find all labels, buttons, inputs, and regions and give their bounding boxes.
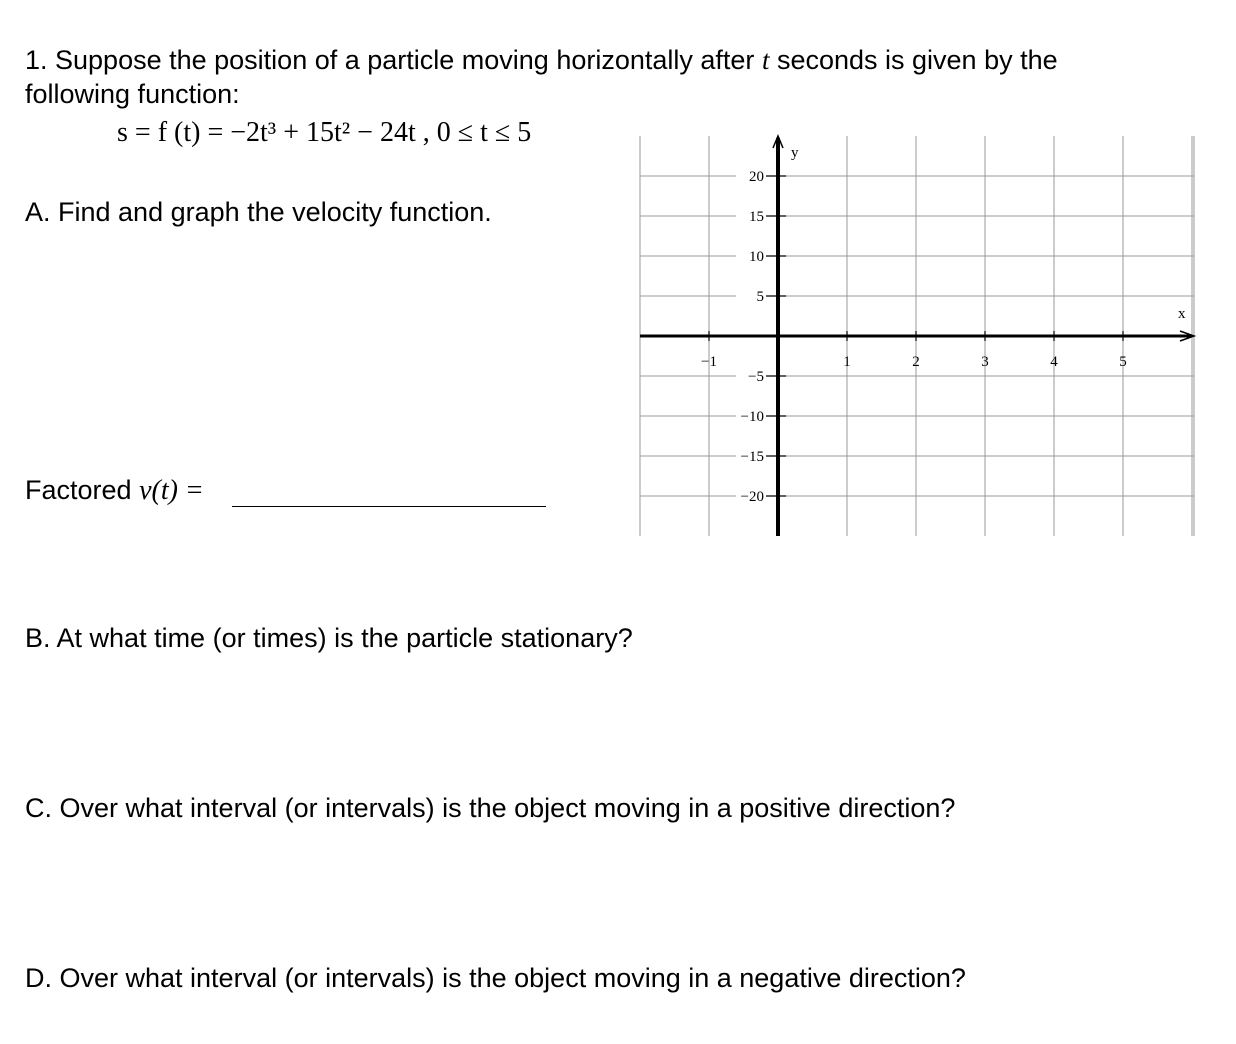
y-tick-label: 10 xyxy=(749,249,764,265)
x-tick-label: 5 xyxy=(1119,354,1127,370)
position-equation: s = f (t) = −2t³ + 15t² − 24t , 0 ≤ t ≤ 5 xyxy=(117,117,532,148)
problem-text-post: seconds is given by the xyxy=(769,45,1058,75)
y-tick-label: −10 xyxy=(740,409,764,425)
y-tick-label: −20 xyxy=(740,489,764,505)
x-tick-label: 3 xyxy=(981,354,989,370)
part-b-prompt: B. At what time (or times) is the particle stationary? xyxy=(25,623,633,653)
factored-velocity-expression: v(t) = xyxy=(139,475,204,506)
x-tick-label: 4 xyxy=(1050,354,1058,370)
part-d-prompt: D. Over what interval (or intervals) is the object moving in a negative direction? xyxy=(25,963,966,993)
y-tick-label: 15 xyxy=(749,209,764,225)
x-tick-label: 2 xyxy=(912,354,920,370)
y-tick-label: 20 xyxy=(749,169,764,185)
time-variable: t xyxy=(761,45,770,75)
y-axis-label: y xyxy=(791,145,799,161)
axes xyxy=(640,136,1194,536)
y-tick-label: −5 xyxy=(748,369,764,385)
x-axis-label: x xyxy=(1178,306,1186,322)
y-tick-label: −15 xyxy=(740,449,764,465)
part-c-prompt: C. Over what interval (or intervals) is the object moving in a positive direction? xyxy=(25,793,956,823)
factored-label: Factored xyxy=(25,475,140,505)
tick-labels xyxy=(701,145,1186,505)
part-a-prompt: A. Find and graph the velocity function. xyxy=(25,197,492,227)
x-tick-label: −1 xyxy=(701,354,717,370)
problem-text-pre: 1. Suppose the position of a particle moving horizontally after xyxy=(25,45,762,75)
problem-line-2: following function: xyxy=(25,79,240,109)
x-tick-label: 1 xyxy=(843,354,851,370)
y-tick-label: 5 xyxy=(756,289,764,305)
